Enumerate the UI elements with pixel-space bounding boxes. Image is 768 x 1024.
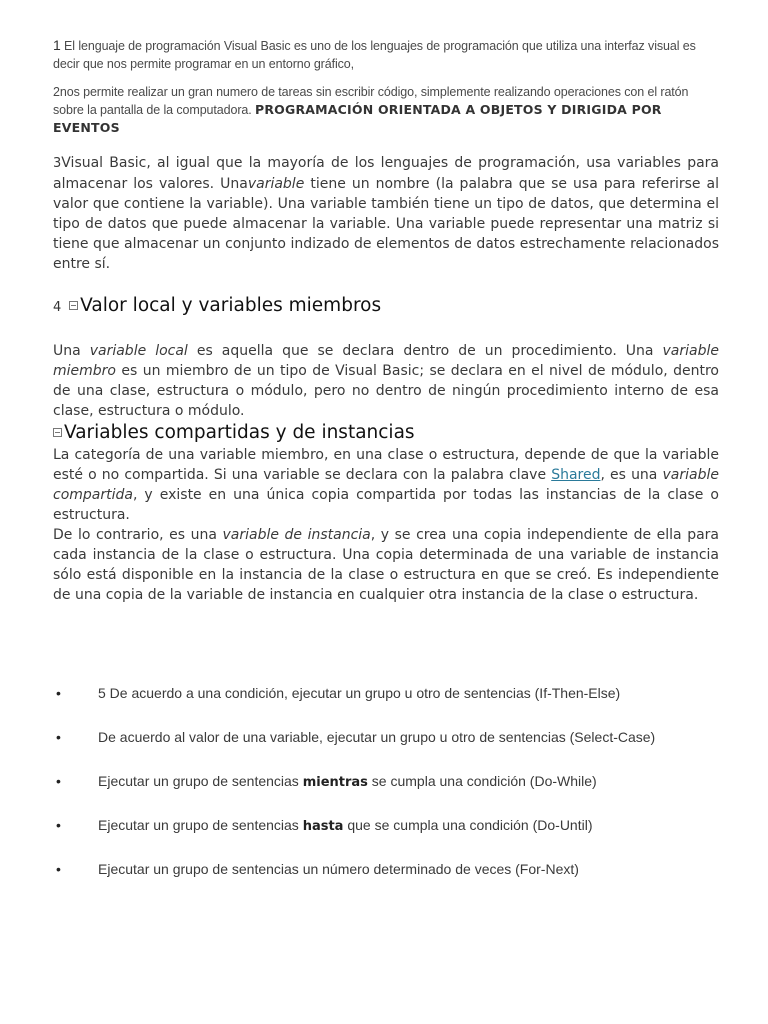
list-bold-text: mientras: [302, 775, 368, 790]
list-item: [56, 683, 736, 727]
list-item: [56, 727, 736, 771]
document-page: [53, 36, 719, 605]
paragraph-4: [53, 341, 719, 421]
bold-heading-text: PROGRAMACIÓN ORIENTADA A OBJETOS Y DIRIGIDA POR EVENTOS: [53, 102, 662, 135]
bullet-icon: •: [56, 817, 61, 833]
emphasis-text: variable de instancia: [222, 527, 371, 543]
paragraph-text: es aquella que se declara dentro de un procedimiento. Una: [187, 343, 663, 359]
paragraph-5: [53, 445, 719, 525]
bullet-list: [56, 683, 736, 903]
shared-link[interactable]: Shared: [551, 467, 601, 483]
paragraph-text: La categoría de una variable miembro, en una clase o estructura, depende de que la variable esté o no compartida. Si una variable se declara con la palabra clave: [53, 447, 719, 483]
section-heading-shared-instance: [53, 421, 719, 445]
list-item: [56, 771, 736, 815]
bullet-icon: •: [56, 729, 61, 745]
bullet-icon: •: [56, 773, 61, 789]
list-number: 5: [98, 685, 106, 701]
paragraph-2: [53, 83, 719, 137]
list-item: [56, 815, 736, 859]
list-text: De acuerdo al valor de una variable, ejecutar un grupo u otro de sentencias (Select-Case): [98, 729, 656, 745]
paragraph-text: nos permite realizar un gran numero de tareas sin escribir código, simplemente realizando operaciones con el ratón sobre la pantalla de la computadora.: [53, 85, 689, 117]
list-text: Ejecutar un grupo de sentencias: [98, 773, 303, 789]
list-bold-text: hasta: [302, 819, 344, 834]
list-text: Ejecutar un grupo de sentencias: [98, 817, 303, 833]
paragraph-text: es un miembro de un tipo de Visual Basic; se declara en el nivel de módulo, dentro de una clase, estructura o módulo, pero no dentro de ningún procedimiento interno de esa clase, estructura o módulo.: [53, 363, 719, 419]
section-title: Valor local y variables miembros: [80, 295, 382, 316]
paragraph-number: 1: [53, 37, 61, 53]
paragraph-number: 3: [53, 156, 62, 171]
emphasis-text: variable compartida: [53, 467, 719, 503]
list-text: que se cumpla una condición (Do-Until): [343, 817, 593, 833]
bullet-icon: •: [56, 861, 61, 877]
paragraph-3: [53, 153, 719, 274]
paragraph-text: Visual Basic, al igual que la mayoría de los lenguajes de programación, usa variables para almacenar los valores. Una: [53, 155, 719, 192]
paragraph-1: [53, 36, 719, 73]
paragraph-text: , es una: [600, 467, 663, 483]
emphasis-text: variable miembro: [53, 343, 719, 379]
paragraph-number: 2: [53, 85, 60, 99]
list-text: se cumpla una condición (Do-While): [367, 773, 597, 789]
bullet-icon: •: [56, 685, 61, 701]
list-text: De acuerdo a una condición, ejecutar un grupo u otro de sentencias (If-Then-Else): [105, 685, 621, 701]
section-number: 4: [53, 300, 62, 315]
collapse-icon[interactable]: [69, 301, 78, 310]
collapse-icon[interactable]: [53, 428, 62, 437]
paragraph-text: , y existe en una única copia compartida por todas las instancias de la clase o estructura.: [53, 487, 719, 523]
section-heading-local-member: [53, 294, 719, 320]
paragraph-text: De lo contrario, es una: [53, 527, 223, 543]
paragraph-text: tiene un nombre (la palabra que se usa para referirse al valor que contiene la variable). Una variable también tiene un tipo de datos, que determina el tipo de datos que puede almacenar la variable. Una variable puede representar una matriz si tiene que almacenar un conjunto indizado de elementos de datos estrechamente relacionados entre sí.: [53, 176, 719, 272]
paragraph-text: Una: [53, 343, 90, 359]
paragraph-text: El lenguaje de programación Visual Basic es uno de los lenguajes de programación que utiliza una interfaz visual es decir que nos permite programar en un entorno gráfico,: [53, 39, 696, 71]
paragraph-text: , y se crea una copia independiente de ella para cada instancia de la clase o estructura. Una copia determinada de una variable de instancia sólo está disponible en la instancia de la clase o estructura en que se creó. Es independiente de una copia de la variable de instancia en cualquier otra instancia de la clase o estructura.: [53, 527, 719, 603]
list-text: Ejecutar un grupo de sentencias un número determinado de veces (For-Next): [98, 861, 579, 877]
list-item: [56, 859, 736, 903]
emphasis-text: variable: [247, 176, 305, 192]
section-title: Variables compartidas y de instancias: [64, 422, 415, 443]
emphasis-text: variable local: [89, 343, 188, 359]
paragraph-6: [53, 525, 719, 605]
